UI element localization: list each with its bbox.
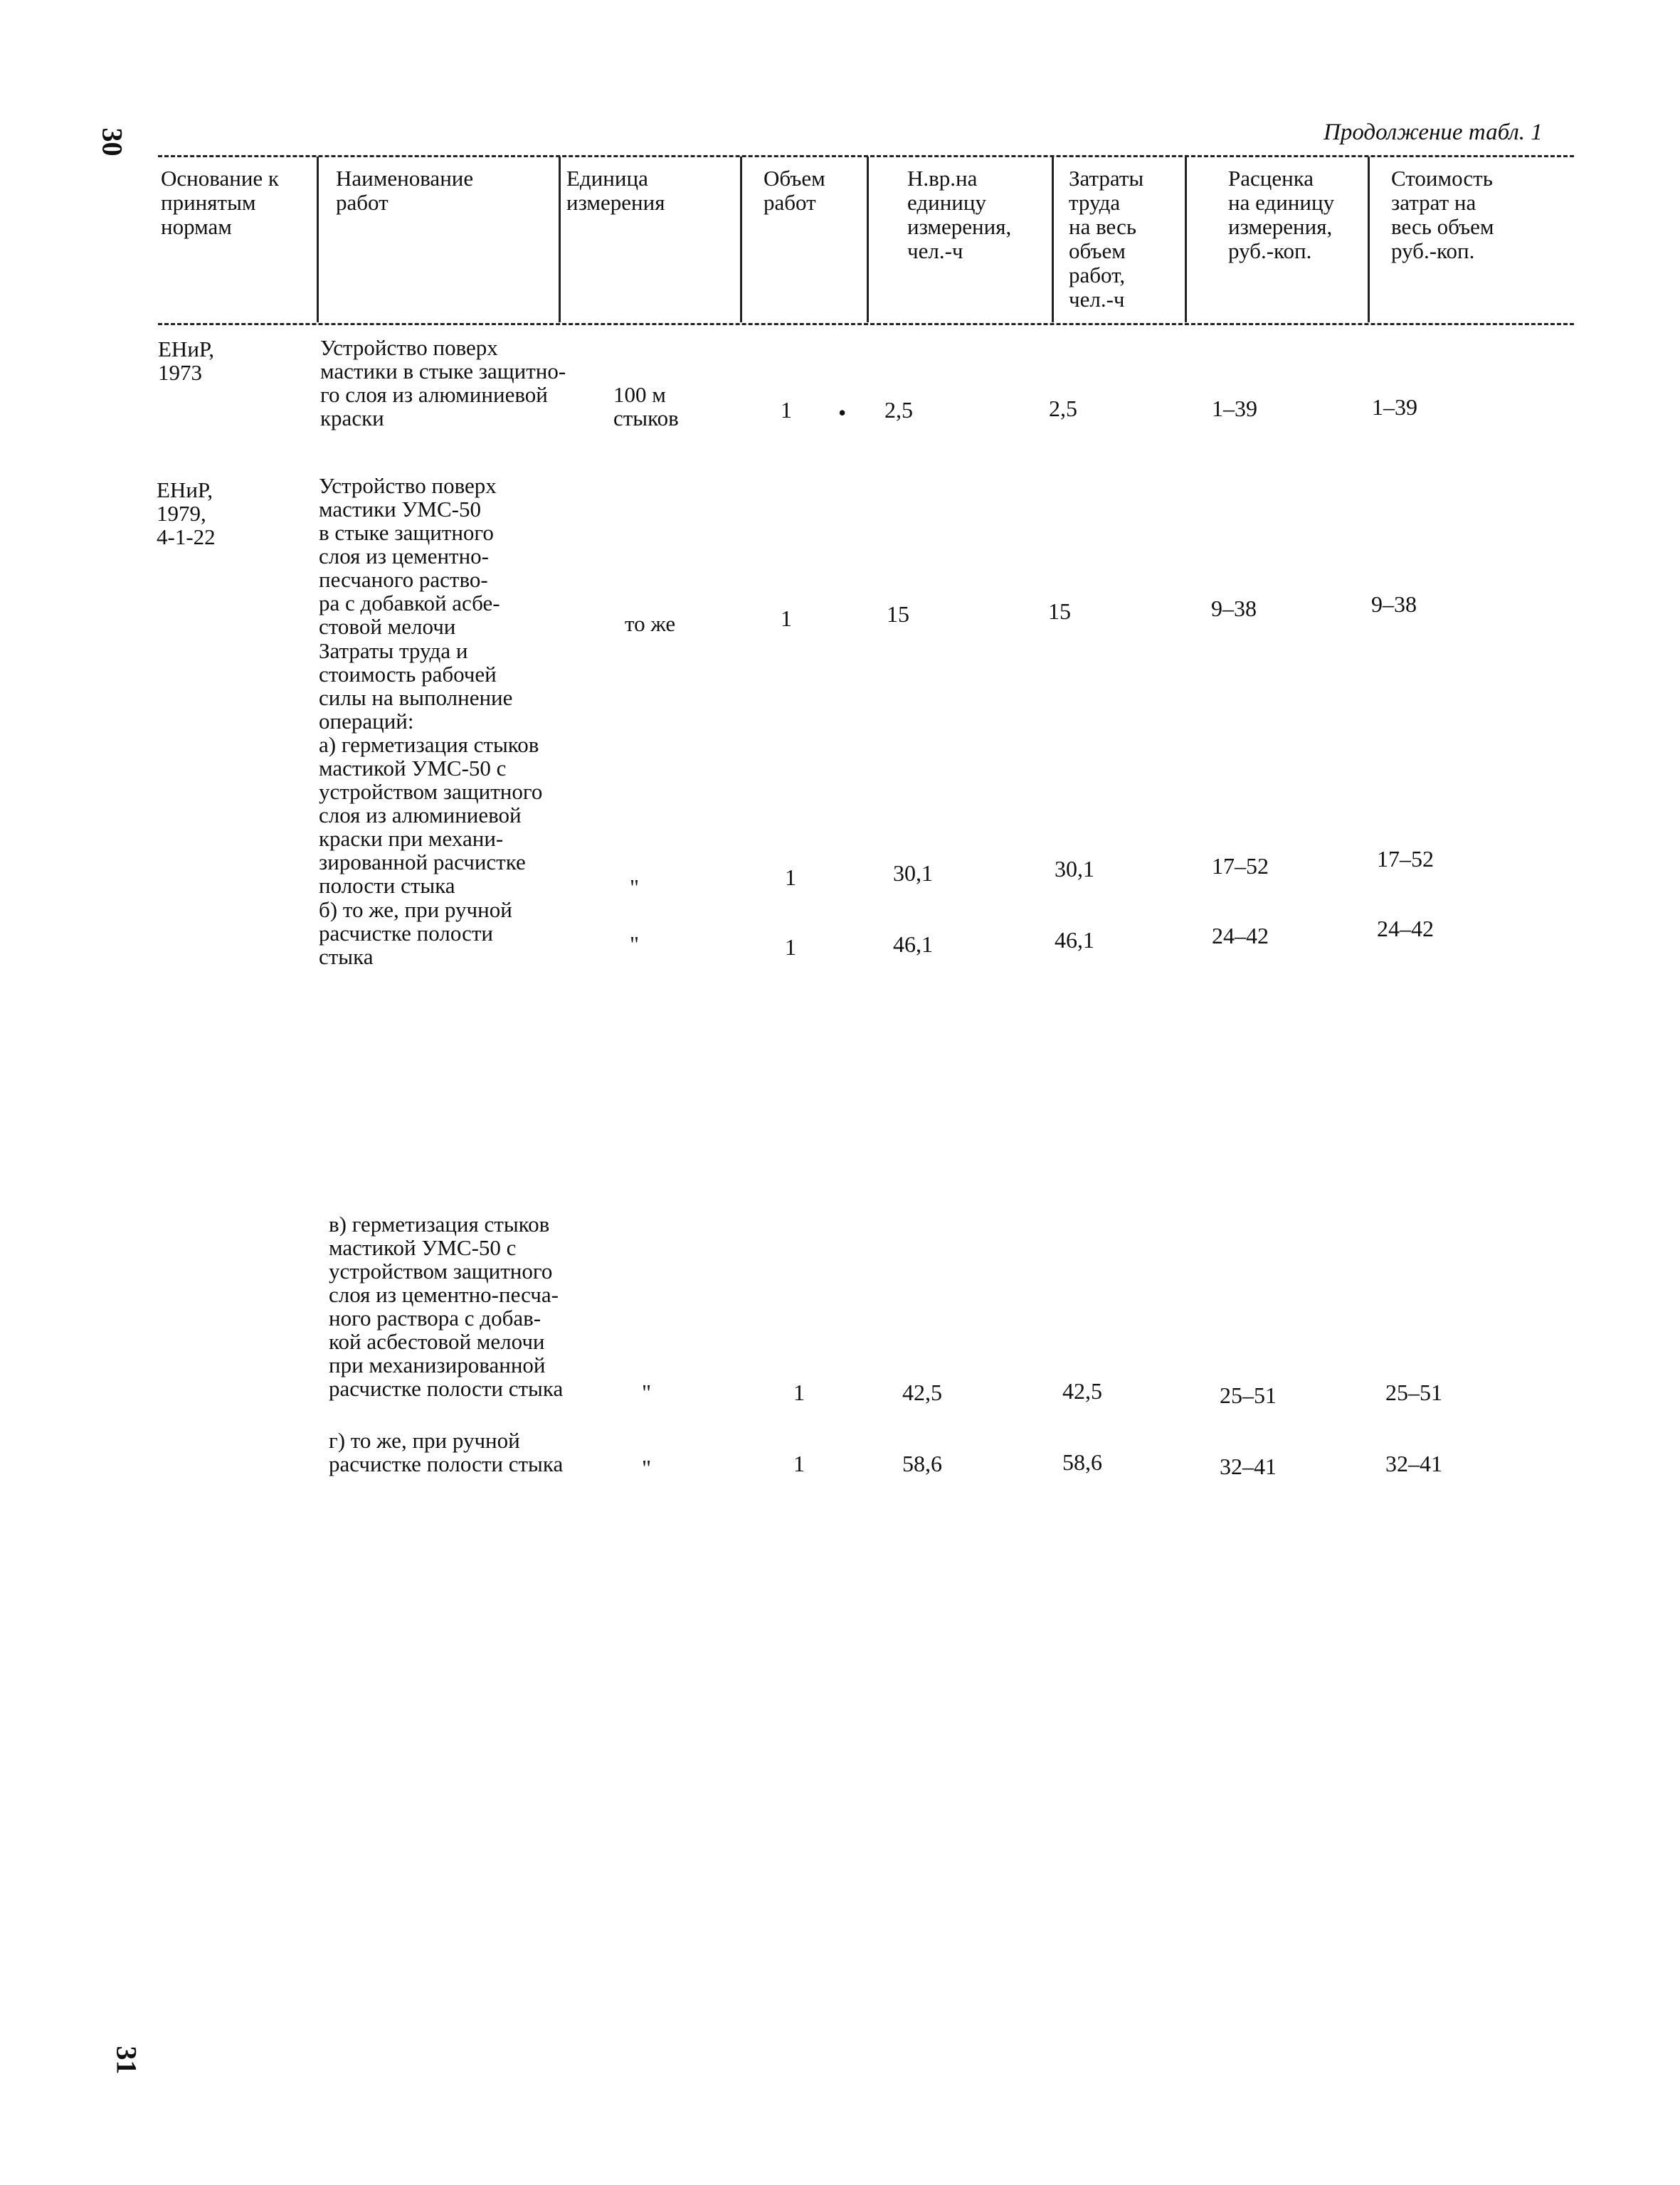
row-cost: 25–51 bbox=[1385, 1380, 1442, 1405]
row-labor: 2,5 bbox=[1049, 396, 1077, 421]
row-work-name: г) то же, при ручной расчистке полости стыка bbox=[329, 1428, 564, 1476]
row-volume: 1 bbox=[781, 605, 792, 631]
row-volume: 1 bbox=[785, 864, 796, 890]
row-work-name: Устройство поверх мастики УМС-50 в стыке защитного слоя из цементно- песчаного раство- ра с добавкой асбе- стовой мелочи bbox=[319, 473, 500, 639]
row-unit: то же bbox=[625, 611, 676, 636]
row-basis: ЕНиР, 1979, 4-1-22 bbox=[157, 477, 216, 549]
row-rate: 32–41 bbox=[1220, 1454, 1277, 1479]
row-norm-time: 42,5 bbox=[902, 1380, 942, 1405]
row-labor: 58,6 bbox=[1062, 1449, 1102, 1475]
header-unit: Единица измерения bbox=[566, 166, 665, 215]
row-volume: 1 bbox=[793, 1380, 805, 1405]
row-rate: 25–51 bbox=[1220, 1382, 1277, 1408]
row-work-name: в) герметизация стыков мастикой УМС-50 с устройством защитного слоя из цементно-песча- ного раствора с добав- кой асбестовой мелочи при механизированной расчистке полости стыка bbox=[329, 1212, 564, 1401]
col-divider-2 bbox=[559, 157, 561, 322]
header-norm-time: Н.вр.на единицу измерения, чел.-ч bbox=[907, 166, 1012, 263]
row-norm-time: 15 bbox=[887, 601, 909, 627]
row-norm-time: 30,1 bbox=[893, 860, 933, 886]
col-divider-5 bbox=[1052, 157, 1054, 322]
header-top-rule bbox=[158, 155, 1574, 157]
row-labor: 42,5 bbox=[1062, 1378, 1102, 1404]
row-work-name: б) то же, при ручной расчистке полости стыка bbox=[319, 897, 512, 969]
row-cost: 24–42 bbox=[1377, 916, 1434, 941]
row-work-name: Затраты труда и стоимость рабочей силы на выполнение операций: а) герметизация стыков мастикой УМС-50 с устройством защитного слоя из алюминиевой краски при механи- зированной расчистке полости стыка bbox=[319, 638, 543, 898]
page-number-top: 30 bbox=[96, 127, 129, 157]
col-divider-3 bbox=[740, 157, 742, 322]
row-rate: 9–38 bbox=[1211, 596, 1257, 621]
row-cost: 17–52 bbox=[1377, 846, 1434, 872]
page-number-bottom: 31 bbox=[110, 2046, 143, 2075]
row-work-name: Устройство поверх мастики в стыке защитно- го слоя из алюминиевой краски bbox=[320, 335, 566, 430]
row-labor: 30,1 bbox=[1055, 856, 1094, 882]
row-volume: 1 bbox=[785, 934, 796, 960]
col-divider-6 bbox=[1185, 157, 1187, 322]
row-unit: " bbox=[630, 874, 640, 900]
row-unit: 100 м стыков bbox=[613, 382, 679, 430]
header-labor: Затраты труда на весь объем работ, чел.-ч bbox=[1069, 166, 1144, 312]
row-rate: 1–39 bbox=[1212, 396, 1257, 421]
row-labor: 46,1 bbox=[1055, 927, 1094, 953]
col-divider-1 bbox=[317, 157, 319, 322]
row-cost: 32–41 bbox=[1385, 1451, 1442, 1476]
row-rate: 17–52 bbox=[1212, 853, 1269, 879]
row-volume: 1 bbox=[781, 397, 792, 423]
row-norm-time: 46,1 bbox=[893, 931, 933, 957]
table-caption: Продолжение табл. 1 bbox=[1324, 120, 1543, 145]
row-rate: 24–42 bbox=[1212, 923, 1269, 948]
col-divider-4 bbox=[867, 157, 869, 322]
header-basis: Основание к принятым нормам bbox=[161, 166, 279, 239]
header-work-name: Наименование работ bbox=[336, 166, 474, 215]
row-unit: " bbox=[630, 931, 640, 957]
row-norm-time: 2,5 bbox=[884, 397, 913, 423]
row-unit: " bbox=[642, 1455, 652, 1481]
row-basis: ЕНиР, 1973 bbox=[158, 337, 215, 385]
row-unit: " bbox=[642, 1380, 652, 1405]
header-volume: Объем работ bbox=[764, 166, 825, 215]
header-rate: Расценка на единицу измерения, руб.-коп. bbox=[1228, 166, 1335, 263]
row-cost: 9–38 bbox=[1371, 591, 1417, 617]
row-labor: 15 bbox=[1048, 598, 1071, 624]
header-bottom-rule bbox=[158, 323, 1574, 325]
row-volume: 1 bbox=[793, 1451, 805, 1476]
row-cost: 1–39 bbox=[1372, 394, 1417, 420]
col-divider-7 bbox=[1368, 157, 1370, 322]
header-cost: Стоимость затрат на весь объем руб.-коп. bbox=[1391, 166, 1494, 263]
row-norm-time: 58,6 bbox=[902, 1451, 942, 1476]
row-mark: • bbox=[838, 400, 847, 425]
